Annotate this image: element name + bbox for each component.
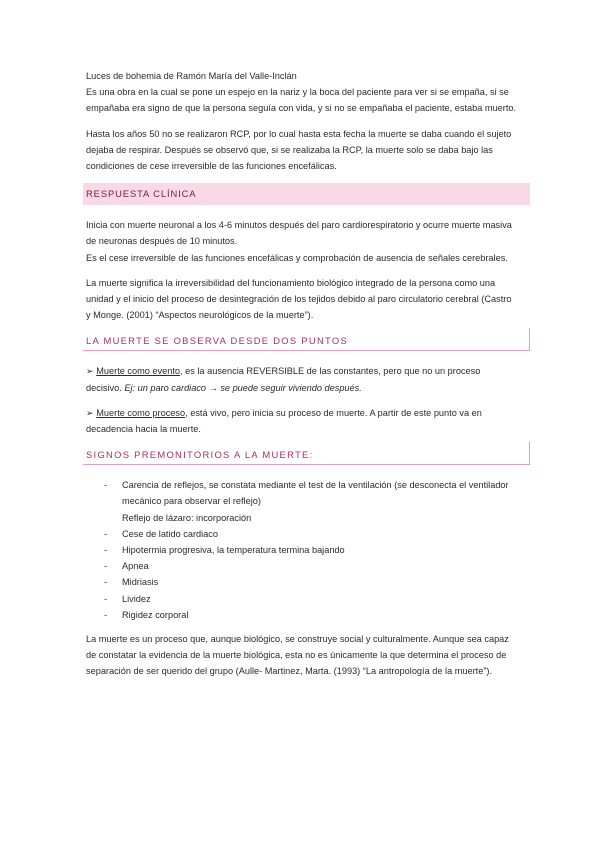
heading-signos: SIGNOS PREMONITORIOS A LA MUERTE: [83, 446, 530, 465]
list-item-text: Lividez [122, 593, 151, 604]
list-item-text: Carencia de reflejos, se constata mediante el test de la ventilación (se desconecta el ventilador mecánico para observar el reflejo) [122, 480, 509, 507]
evento-paragraph [86, 363, 517, 395]
list-item [86, 526, 517, 542]
proceso-text: , está vivo, pero inicia su proceso de muerte. A partir de este punto va en decadencia hacia la muerte. [86, 407, 482, 435]
dash-bullet: - [104, 545, 108, 556]
clinica-paragraph-3: La muerte significa la irreversibilidad del funcionamiento biológico integrado de la persona como una unidad y el inicio del proceso de desintegración de los tejidos debido al paro circulatorio cerebral (Castro y Monge. (2001) “Aspectos neurológicos de la muerte”). [86, 277, 512, 321]
dash-bullet: - [104, 609, 108, 620]
arrow-bullet-icon: ➢ [86, 366, 94, 377]
list-item [86, 574, 517, 590]
dash-bullet: - [104, 480, 108, 491]
arrow-bullet-icon: ➢ [86, 407, 94, 418]
dash-bullet: - [104, 528, 108, 539]
heading-dos-puntos: LA MUERTE SE OBSERVA DESDE DOS PUNTOS [83, 332, 530, 351]
closing-paragraph: La muerte es un proceso que, aunque biológico, se construye social y culturalmente. Aunque sea capaz de constatar la evidencia de la muerte biológica, esta no es únicamente la que determina el proceso de separación de ser querido del grupo (Aulle- Martinez, Marta. (1993) “La antropología de la muerte”). [86, 634, 509, 677]
proceso-paragraph [86, 405, 517, 437]
list-item [86, 542, 517, 558]
list-item-text: Hipotermia progresiva, la temperatura termina bajando [122, 545, 345, 556]
list-item-text: Midriasis [122, 577, 159, 588]
clinica-block [86, 217, 517, 266]
list-item-subtext: Reflejo de lázaro: incorporación [122, 512, 252, 523]
rcp-paragraph: Hasta los años 50 no se realizaron RCP, por lo cual hasta esta fecha la muerte se daba cuando el sujeto dejaba de respirar. Después se observó que, si se realizaba la RCP, la muerte solo se daba bajo las condiciones de cese irreversible de las funciones encefálicas. [86, 128, 512, 172]
list-item-text: Apnea [122, 561, 149, 572]
intro-block [86, 68, 517, 117]
list-item-text: Cese de latido cardiaco [122, 528, 219, 539]
list-item [86, 607, 517, 623]
clinica-paragraph-1: Inicia con muerte neuronal a los 4-6 minutos después del paro cardiorespiratorio y ocurre muerte masiva de neuronas después de 10 minutos. [86, 220, 512, 247]
evento-label: Muerte como evento [96, 366, 181, 377]
signs-list [86, 477, 517, 623]
intro-title: Luces de bohemia de Ramón María del Valle-Inclán [86, 71, 297, 81]
dash-bullet: - [104, 561, 108, 572]
dash-bullet: - [104, 593, 108, 604]
dash-bullet: - [104, 577, 108, 588]
evento-example: Ej: un paro cardiaco → se puede seguir viviendo después. [124, 382, 362, 393]
list-item [86, 558, 517, 574]
list-item [86, 477, 517, 526]
intro-paragraph: Es una obra en la cual se pone un espejo en la nariz y la boca del paciente para ver si se empaña, si se empañaba era signo de que la persona seguía con vida, y si no se empañaba el paciente, estaba muerto. [86, 87, 517, 114]
list-item-text: Rigidez corporal [122, 609, 189, 620]
heading-respuesta-clinica: RESPUESTA CLÍNICA [83, 183, 530, 205]
list-item [86, 591, 517, 607]
evento-text: , es la ausencia REVERSIBLE de las constantes, pero que no un proceso decisivo. [86, 366, 481, 393]
clinica-paragraph-2: Es el cese irreversible de las funciones encefálicas y comprobación de ausencia de señales cerebrales. [86, 252, 508, 263]
proceso-label: Muerte como proceso [96, 407, 186, 418]
